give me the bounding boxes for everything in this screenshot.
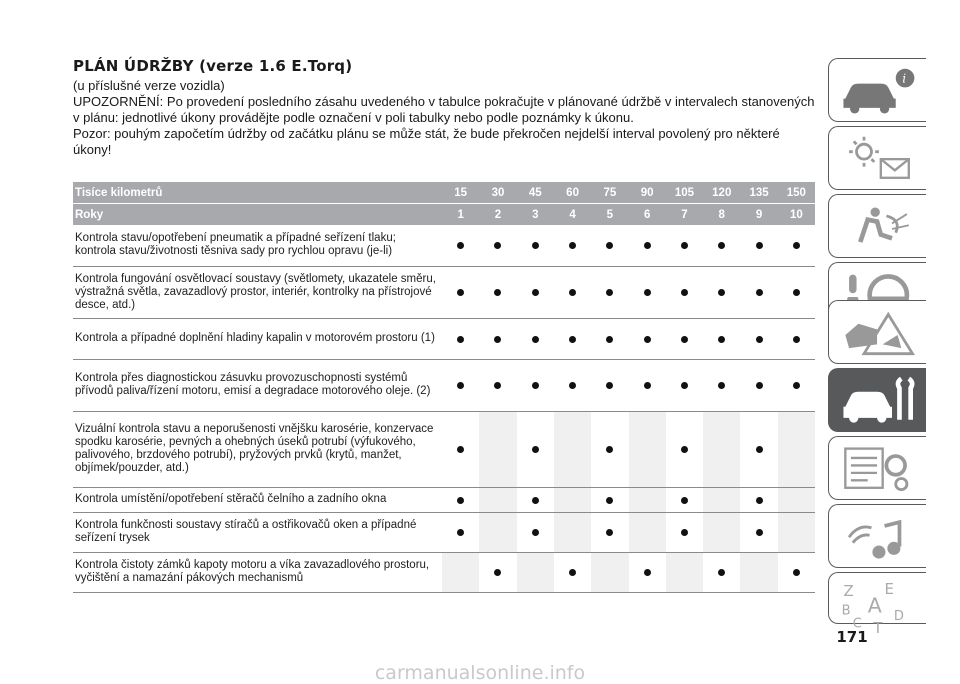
- km-col: 30: [479, 182, 516, 204]
- km-col: 15: [442, 182, 479, 204]
- service-mark-cell: [629, 552, 666, 592]
- service-mark-cell: [703, 552, 740, 592]
- km-col: 90: [629, 182, 666, 204]
- service-dot-icon: [756, 382, 763, 389]
- km-col: 105: [666, 182, 703, 204]
- service-mark-cell: [591, 487, 628, 512]
- service-dot-icon: [569, 289, 576, 296]
- svg-text:E: E: [884, 579, 894, 598]
- service-mark-cell: [740, 512, 777, 552]
- empty-cell: [666, 552, 703, 592]
- task-description: Vizuální kontrola stavu a neporušenosti vnějšku karosérie, konzervace spodku karosérie, pevných a ohebných úseků potrubí (výfukového, palivového, brzdového potrubí), pryžových prvků (krytů, manžet, objímek/pouzder, atd.): [73, 411, 442, 487]
- task-description: Kontrola fungování osvětlovací soustavy (světlomety, ukazatele směru, výstražná světla, zavazadlový prostor, interiér, kontrolky na přístrojové desce, atd.): [73, 266, 442, 318]
- service-dot-icon: [457, 242, 464, 249]
- year-col: 4: [554, 204, 591, 226]
- service-mark-cell: [666, 411, 703, 487]
- service-dot-icon: [606, 382, 613, 389]
- task-description: Kontrola umístění/opotřebení stěračů čelního a zadního okna: [73, 487, 442, 512]
- service-mark-cell: [442, 411, 479, 487]
- side-tab[interactable]: [828, 504, 926, 568]
- year-col: 9: [740, 204, 777, 226]
- service-mark-cell: [778, 225, 815, 266]
- empty-cell: [703, 411, 740, 487]
- service-dot-icon: [756, 242, 763, 249]
- service-dot-icon: [569, 336, 576, 343]
- km-col: 135: [740, 182, 777, 204]
- service-mark-cell: [442, 225, 479, 266]
- service-mark-cell: [778, 359, 815, 411]
- service-mark-cell: [517, 512, 554, 552]
- service-mark-cell: [591, 266, 628, 318]
- empty-cell: [629, 512, 666, 552]
- service-dot-icon: [718, 336, 725, 343]
- service-dot-icon: [681, 446, 688, 453]
- service-mark-cell: [740, 266, 777, 318]
- empty-cell: [479, 487, 516, 512]
- empty-cell: [629, 487, 666, 512]
- table-row: [73, 359, 815, 411]
- task-description: Kontrola čistoty zámků kapoty motoru a víka zavazadlového prostoru, vyčištění a namazání pákových mechanismů: [73, 552, 442, 592]
- note-text: Pozor: pouhým započetím údržby od začátku plánu se může stát, že bude překročen nejdelší interval povolený pro některé úkony!: [73, 126, 780, 157]
- service-mark-cell: [740, 359, 777, 411]
- years-header-row: [73, 204, 815, 226]
- table-row: [73, 411, 815, 487]
- svg-text:Z: Z: [843, 581, 854, 600]
- watermark: carmanualsonline.info: [374, 662, 586, 684]
- table-row: [73, 487, 815, 512]
- table-row: [73, 318, 815, 359]
- service-dot-icon: [532, 529, 539, 536]
- side-tab[interactable]: [828, 368, 926, 432]
- side-tab[interactable]: [828, 194, 926, 258]
- service-mark-cell: [591, 512, 628, 552]
- service-mark-cell: [591, 225, 628, 266]
- empty-cell: [554, 512, 591, 552]
- service-mark-cell: [517, 266, 554, 318]
- service-mark-cell: [740, 225, 777, 266]
- svg-text:D: D: [893, 609, 904, 625]
- service-mark-cell: [517, 359, 554, 411]
- km-col: 120: [703, 182, 740, 204]
- service-dot-icon: [718, 569, 725, 576]
- svg-text:C: C: [852, 616, 862, 632]
- page-number: 171: [836, 628, 868, 646]
- year-col: 5: [591, 204, 628, 226]
- service-dot-icon: [606, 242, 613, 249]
- service-mark-cell: [479, 266, 516, 318]
- service-dot-icon: [718, 242, 725, 249]
- service-dot-icon: [532, 242, 539, 249]
- side-tab[interactable]: [828, 300, 926, 364]
- service-mark-cell: [591, 318, 628, 359]
- service-dot-icon: [681, 336, 688, 343]
- service-mark-cell: [554, 359, 591, 411]
- service-dot-icon: [718, 382, 725, 389]
- empty-cell: [554, 411, 591, 487]
- service-dot-icon: [606, 336, 613, 343]
- year-col: 2: [479, 204, 516, 226]
- service-mark-cell: [666, 318, 703, 359]
- service-dot-icon: [457, 529, 464, 536]
- service-mark-cell: [703, 318, 740, 359]
- service-dot-icon: [569, 569, 576, 576]
- service-dot-icon: [793, 289, 800, 296]
- service-dot-icon: [457, 382, 464, 389]
- service-mark-cell: [703, 266, 740, 318]
- service-mark-cell: [479, 318, 516, 359]
- service-dot-icon: [644, 382, 651, 389]
- service-mark-cell: [629, 318, 666, 359]
- year-col: 3: [517, 204, 554, 226]
- service-dot-icon: [494, 569, 501, 576]
- task-description: Kontrola funkčnosti soustavy stíračů a ostřikovačů oken a případné seřízení trysek: [73, 512, 442, 552]
- svg-text:A: A: [867, 593, 882, 618]
- empty-cell: [479, 512, 516, 552]
- service-dot-icon: [532, 382, 539, 389]
- years-label: Roky: [73, 204, 442, 226]
- svg-text:B: B: [841, 603, 851, 619]
- service-dot-icon: [532, 289, 539, 296]
- service-mark-cell: [666, 487, 703, 512]
- side-tab[interactable]: [828, 436, 926, 500]
- service-mark-cell: [554, 266, 591, 318]
- service-dot-icon: [569, 382, 576, 389]
- service-dot-icon: [644, 242, 651, 249]
- table-row: [73, 512, 815, 552]
- service-dot-icon: [644, 569, 651, 576]
- service-dot-icon: [457, 336, 464, 343]
- service-mark-cell: [629, 266, 666, 318]
- service-mark-cell: [442, 359, 479, 411]
- side-tab[interactable]: [828, 58, 926, 122]
- table-row: [73, 552, 815, 592]
- page-title: PLÁN ÚDRŽBY (verze 1.6 E.Torq): [73, 57, 353, 75]
- service-mark-cell: [629, 225, 666, 266]
- service-mark-cell: [517, 411, 554, 487]
- service-mark-cell: [442, 487, 479, 512]
- empty-cell: [778, 487, 815, 512]
- service-dot-icon: [644, 336, 651, 343]
- service-mark-cell: [778, 266, 815, 318]
- empty-cell: [778, 512, 815, 552]
- table-row: [73, 225, 815, 266]
- empty-cell: [517, 552, 554, 592]
- year-col: 1: [442, 204, 479, 226]
- service-mark-cell: [740, 318, 777, 359]
- task-description: Kontrola a případné doplnění hladiny kapalin v motorovém prostoru (1): [73, 318, 442, 359]
- service-dot-icon: [681, 529, 688, 536]
- service-dot-icon: [606, 446, 613, 453]
- service-mark-cell: [666, 266, 703, 318]
- subtitle: (u příslušné verze vozidla): [73, 78, 225, 93]
- service-dot-icon: [681, 242, 688, 249]
- empty-cell: [703, 512, 740, 552]
- service-dot-icon: [756, 497, 763, 504]
- service-dot-icon: [756, 529, 763, 536]
- empty-cell: [740, 552, 777, 592]
- service-dot-icon: [793, 382, 800, 389]
- service-mark-cell: [666, 359, 703, 411]
- service-mark-cell: [442, 512, 479, 552]
- service-mark-cell: [517, 318, 554, 359]
- km-col: 75: [591, 182, 628, 204]
- service-mark-cell: [703, 359, 740, 411]
- table-row: [73, 266, 815, 318]
- service-dot-icon: [569, 242, 576, 249]
- empty-cell: [778, 411, 815, 487]
- task-description: Kontrola přes diagnostickou zásuvku provozuschopnosti systémů přívodů paliva/řízení motoru, emisí a degradace motorového oleje. (2): [73, 359, 442, 411]
- service-mark-cell: [479, 552, 516, 592]
- km-col: 150: [778, 182, 815, 204]
- empty-cell: [591, 552, 628, 592]
- service-dot-icon: [681, 289, 688, 296]
- side-tab[interactable]: [828, 572, 926, 635]
- side-tab[interactable]: [828, 126, 926, 190]
- service-dot-icon: [457, 446, 464, 453]
- empty-cell: [554, 487, 591, 512]
- service-mark-cell: [479, 225, 516, 266]
- main-content: [73, 57, 815, 593]
- km-col: 60: [554, 182, 591, 204]
- empty-cell: [703, 487, 740, 512]
- service-mark-cell: [666, 225, 703, 266]
- task-description: Kontrola stavu/opotřebení pneumatik a případné seřízení tlaku; kontrola stavu/životnosti těsniva sady pro rychlou opravu (je-li): [73, 225, 442, 266]
- km-header-row: [73, 182, 815, 204]
- service-dot-icon: [606, 497, 613, 504]
- service-dot-icon: [494, 242, 501, 249]
- service-dot-icon: [532, 497, 539, 504]
- service-dot-icon: [793, 336, 800, 343]
- empty-cell: [479, 411, 516, 487]
- service-mark-cell: [778, 552, 815, 592]
- km-label: Tisíce kilometrů: [73, 182, 442, 204]
- service-mark-cell: [778, 318, 815, 359]
- service-dot-icon: [644, 289, 651, 296]
- maintenance-table: [73, 182, 815, 593]
- svg-text:T: T: [873, 619, 883, 635]
- service-dot-icon: [756, 446, 763, 453]
- service-dot-icon: [756, 289, 763, 296]
- service-mark-cell: [554, 552, 591, 592]
- service-mark-cell: [479, 359, 516, 411]
- service-mark-cell: [740, 411, 777, 487]
- service-mark-cell: [442, 266, 479, 318]
- service-mark-cell: [554, 318, 591, 359]
- km-col: 45: [517, 182, 554, 204]
- svg-text:i: i: [902, 71, 907, 86]
- empty-cell: [442, 552, 479, 592]
- service-dot-icon: [457, 497, 464, 504]
- warning-text: UPOZORNĚNÍ: Po provedení posledního zásahu uvedeného v tabulce pokračujte v plánované údržbě v intervalech stanovených v plánu: jednotlivé úkony provádějte podle označení v poli tabulky nebo podle poznámky k úkonu.: [73, 94, 815, 125]
- service-dot-icon: [793, 242, 800, 249]
- service-dot-icon: [681, 497, 688, 504]
- year-col: 10: [778, 204, 815, 226]
- year-col: 7: [666, 204, 703, 226]
- service-dot-icon: [494, 382, 501, 389]
- service-mark-cell: [740, 487, 777, 512]
- service-mark-cell: [517, 487, 554, 512]
- year-col: 6: [629, 204, 666, 226]
- service-dot-icon: [606, 289, 613, 296]
- service-dot-icon: [494, 289, 501, 296]
- service-dot-icon: [532, 446, 539, 453]
- service-dot-icon: [756, 336, 763, 343]
- empty-cell: [629, 411, 666, 487]
- service-mark-cell: [629, 359, 666, 411]
- service-mark-cell: [517, 225, 554, 266]
- service-dot-icon: [457, 289, 464, 296]
- service-dot-icon: [681, 382, 688, 389]
- service-mark-cell: [666, 512, 703, 552]
- service-dot-icon: [606, 529, 613, 536]
- service-mark-cell: [591, 411, 628, 487]
- service-dot-icon: [718, 289, 725, 296]
- service-mark-cell: [703, 225, 740, 266]
- service-dot-icon: [494, 336, 501, 343]
- service-dot-icon: [532, 336, 539, 343]
- service-dot-icon: [793, 569, 800, 576]
- service-mark-cell: [554, 225, 591, 266]
- service-mark-cell: [442, 318, 479, 359]
- table-body: [73, 225, 815, 592]
- service-mark-cell: [591, 359, 628, 411]
- year-col: 8: [703, 204, 740, 226]
